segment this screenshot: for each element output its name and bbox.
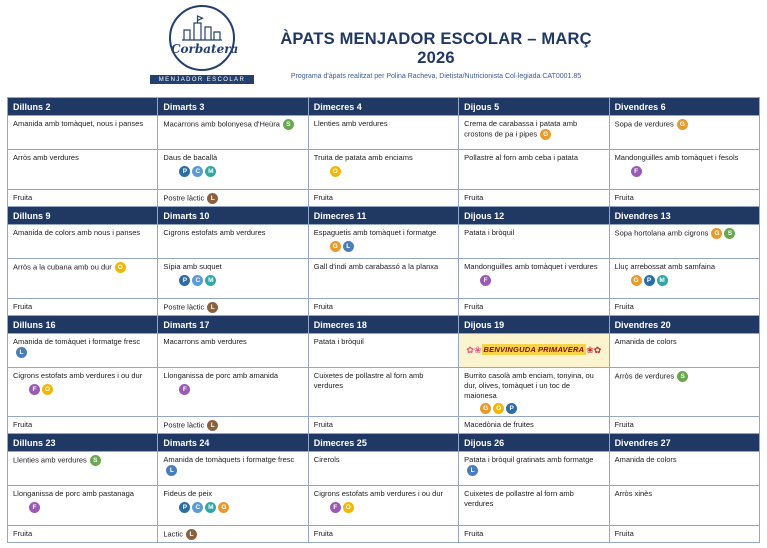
dish-text: Amanida amb tomàquet, nous i panses <box>13 119 144 128</box>
allergen-icons <box>631 275 754 286</box>
dish-text: Cuixetes de pollastre al forn amb verdures <box>464 489 574 508</box>
dish-text: Burrito casolà amb enciam, tonyina, ou dur, olives, tomàquet i un toc de maionesa <box>464 371 594 400</box>
allergen-icons <box>677 119 690 128</box>
dish-text: Patata i bròquil gratinats amb formatge <box>464 455 594 465</box>
molluscs-allergen-icon: M <box>205 275 216 286</box>
menu-cell <box>8 299 158 316</box>
menu-row <box>8 368 760 417</box>
allergen-icons <box>186 530 199 539</box>
menu-cell <box>308 526 458 543</box>
dish-text: Fruita <box>614 302 634 311</box>
menu-cell <box>158 150 308 190</box>
dish-text: Fruita <box>464 529 484 539</box>
dish-text: Llonganissa de porc amb pastanaga <box>13 489 134 499</box>
menu-cell <box>8 526 158 543</box>
dish-text: Crema de carabassa i patata amb crostons de pa i pipes <box>464 119 578 139</box>
allergen-icons <box>207 193 220 202</box>
dish-text: Fruita <box>313 193 333 202</box>
page-title: ÀPATS MENJADOR ESCOLAR – MARÇ 2026 <box>280 30 592 67</box>
llet-allergen-icon: L <box>16 347 27 358</box>
page-subtitle: Programa d'àpats realitzat per Polina Racheva, Dietista/Nutricionista Col·legiada CAT0001.85 <box>290 73 582 80</box>
gluten-allergen-icon: G <box>711 228 722 239</box>
menu-cell <box>459 452 609 486</box>
dish-text: Macarrons amb bolonyesa d'Heüra <box>163 119 280 129</box>
day-header: Dimarts 24 <box>158 434 308 452</box>
menu-cell <box>158 452 308 486</box>
menu-cell <box>308 190 458 207</box>
menu-cell <box>308 452 458 486</box>
dish-text: Pollastre al forn amb ceba i patata <box>464 153 578 162</box>
dish-text: Lluç arrebossat amb samfaina <box>614 262 716 271</box>
allergen-icons <box>179 502 302 513</box>
menu-cell <box>609 225 759 259</box>
logo-circle <box>169 5 239 71</box>
dish-text: Fruita <box>313 529 333 539</box>
dish-text: Cigrons estofats amb verdures i ou dur <box>313 489 444 499</box>
dish-text: Fideus de peix <box>163 489 213 499</box>
menu-cell <box>158 417 308 434</box>
flower-icon: ❀✿ <box>586 344 602 355</box>
fruitssecs-allergen-icon: F <box>330 502 341 513</box>
dish-text: Amanida de tomàquet i formatge fresc <box>13 337 141 346</box>
allergen-icons <box>207 302 220 311</box>
menu-cell <box>609 452 759 486</box>
allergen-icons <box>166 465 179 474</box>
day-header: Dilluns 2 <box>8 98 158 116</box>
dish-text: Fruita <box>464 302 484 311</box>
logo-village-icon <box>181 14 223 42</box>
gluten-allergen-icon: G <box>218 502 229 513</box>
fruitssecs-allergen-icon: F <box>29 384 40 395</box>
day-header: Dimecres 4 <box>308 98 458 116</box>
gluten-allergen-icon: G <box>540 129 551 140</box>
lactics-allergen-icon: L <box>207 420 218 431</box>
menu-cell <box>8 150 158 190</box>
allergen-icons <box>677 371 690 380</box>
peix-allergen-icon: P <box>179 502 190 513</box>
menu-cell <box>308 486 458 526</box>
spring-banner-text: BENVINGUDA PRIMAVERA <box>483 345 585 355</box>
menu-cell <box>459 299 609 316</box>
allergen-icons <box>283 119 296 128</box>
menu-cell <box>8 190 158 207</box>
dish-text: Mandonguilles amb tomàquet i verdures <box>464 262 598 271</box>
menu-cell <box>158 486 308 526</box>
menu-cell <box>609 526 759 543</box>
day-header: Dimarts 10 <box>158 207 308 225</box>
menu-cell <box>158 299 308 316</box>
lactics-allergen-icon: L <box>207 193 218 204</box>
menu-cell <box>308 225 458 259</box>
menu-cell <box>158 334 308 368</box>
fruitssecs-allergen-icon: F <box>480 275 491 286</box>
dish-text: Llenties amb verdures <box>13 455 87 465</box>
dish-text: Fruita <box>614 193 634 202</box>
menu-row <box>8 526 760 543</box>
allergen-icons <box>631 166 754 177</box>
dish-text: Arròs amb verdures <box>13 153 79 162</box>
menu-cell <box>459 368 609 417</box>
dish-text: Fruita <box>614 529 634 539</box>
menu-row <box>8 259 760 299</box>
menu-cell <box>8 259 158 299</box>
menu-cell <box>609 116 759 150</box>
dish-text: Postre làctic <box>163 420 205 430</box>
menu-cell <box>158 368 308 417</box>
dish-text: Cigrons estofats amb verdures i ou dur <box>13 371 143 380</box>
allergen-icons <box>16 347 29 356</box>
dish-text: Amanida de colors <box>614 337 677 346</box>
day-header: Dimecres 25 <box>308 434 458 452</box>
week-day-row <box>8 316 760 334</box>
menu-cell <box>308 334 458 368</box>
dish-text: Llenties amb verdures <box>313 119 388 128</box>
menu-cell <box>609 299 759 316</box>
menu-cell <box>308 150 458 190</box>
menu-cell <box>609 190 759 207</box>
allergen-icons <box>90 456 103 465</box>
molluscs-allergen-icon: M <box>657 275 668 286</box>
menu-cell <box>8 486 158 526</box>
dish-text: Fruita <box>13 302 33 311</box>
dish-text: Gall d'indi amb carabassó a la planxa <box>313 262 439 271</box>
menu-row <box>8 190 760 207</box>
peix-allergen-icon: P <box>506 403 517 414</box>
day-header: Dimarts 17 <box>158 316 308 334</box>
menu-cell <box>8 452 158 486</box>
allergen-icons <box>480 403 603 414</box>
menu-cell <box>8 334 158 368</box>
dish-text: Mandonguilles amb tomàquet i fesols <box>614 153 739 162</box>
dish-text: Lactic <box>163 529 183 539</box>
lactics-allergen-icon: L <box>186 529 197 540</box>
dish-text: Fruita <box>464 193 484 202</box>
menu-cell <box>308 417 458 434</box>
ou-allergen-icon: O <box>115 262 126 273</box>
menu-row <box>8 334 760 368</box>
menu-row <box>8 150 760 190</box>
allergen-icons <box>207 421 220 430</box>
llet-allergen-icon: L <box>166 465 177 476</box>
dish-text: Sopa de verdures <box>614 119 674 129</box>
menu-row <box>8 452 760 486</box>
menu-cell <box>8 368 158 417</box>
menu-cell <box>609 150 759 190</box>
day-header: Dijous 19 <box>459 316 609 334</box>
dish-text: Cuixetes de pollastre al forn amb verdures <box>313 371 424 390</box>
dish-text: Cigrons estofats amb verdures <box>163 228 266 237</box>
dish-text: Postre làctic <box>163 302 205 312</box>
day-header: Dimecres 18 <box>308 316 458 334</box>
menu-cell <box>459 417 609 434</box>
menu-cell <box>459 116 609 150</box>
allergen-icons <box>540 129 553 138</box>
llet-allergen-icon: L <box>467 465 478 476</box>
allergen-icons <box>29 384 152 395</box>
dish-text: Patata i bròquil <box>313 337 364 346</box>
day-header: Dijous 12 <box>459 207 609 225</box>
soja-allergen-icon: S <box>677 371 688 382</box>
fruitssecs-allergen-icon: F <box>179 384 190 395</box>
day-header: Dilluns 23 <box>8 434 158 452</box>
dish-text: Arròs de verdures <box>614 371 675 381</box>
menu-cell <box>609 486 759 526</box>
gluten-allergen-icon: G <box>677 119 688 130</box>
dish-text: Arròs xinès <box>614 489 653 499</box>
menu-cell <box>158 526 308 543</box>
day-header: Dijous 26 <box>459 434 609 452</box>
dish-text: Fruita <box>313 302 333 311</box>
day-header: Divendres 13 <box>609 207 759 225</box>
dish-text: Amanida de tomàquets i formatge fresc <box>163 455 295 465</box>
dish-text: Amanida de colors amb nous i panses <box>13 228 141 237</box>
menu-table-container <box>7 97 760 543</box>
dish-text: Daus de bacallà <box>163 153 218 162</box>
ou-allergen-icon: O <box>330 166 341 177</box>
allergen-icons <box>179 166 302 177</box>
peix-allergen-icon: P <box>179 275 190 286</box>
day-header: Dilluns 16 <box>8 316 158 334</box>
week-day-row <box>8 207 760 225</box>
menu-cell <box>459 259 609 299</box>
dish-text: Fruita <box>313 420 333 430</box>
menu-row <box>8 299 760 316</box>
day-header: Divendres 20 <box>609 316 759 334</box>
week-day-row <box>8 434 760 452</box>
menu-cell <box>459 190 609 207</box>
dish-text: Cirerols <box>313 455 340 465</box>
ou-allergen-icon: O <box>343 502 354 513</box>
day-header: Dimarts 3 <box>158 98 308 116</box>
allergen-icons <box>29 502 152 513</box>
menu-cell <box>609 334 759 368</box>
allergen-icons <box>179 275 302 286</box>
lactics-allergen-icon: L <box>207 302 218 313</box>
menu-cell <box>308 299 458 316</box>
day-header: Dimecres 11 <box>308 207 458 225</box>
allergen-icons <box>115 262 128 271</box>
crustacis-allergen-icon: C <box>192 166 203 177</box>
dish-text: Sopa hortolana amb cigrons <box>614 228 709 238</box>
menu-cell <box>308 368 458 417</box>
soja-allergen-icon: S <box>283 119 294 130</box>
dish-text: Macedònia de fruites <box>464 420 534 430</box>
menu-row <box>8 417 760 434</box>
menu-cell <box>609 368 759 417</box>
llet-allergen-icon: L <box>343 241 354 252</box>
crustacis-allergen-icon: C <box>192 275 203 286</box>
menu-cell <box>609 259 759 299</box>
day-header: Divendres 27 <box>609 434 759 452</box>
fruitssecs-allergen-icon: F <box>631 166 642 177</box>
peix-allergen-icon: P <box>644 275 655 286</box>
day-header: Divendres 6 <box>609 98 759 116</box>
allergen-icons <box>179 384 302 395</box>
menu-cell <box>158 116 308 150</box>
logo-name: Corbatera <box>171 42 239 56</box>
menu-table <box>7 97 760 543</box>
menu-cell <box>459 526 609 543</box>
allergen-icons <box>711 228 737 237</box>
menu-row <box>8 225 760 259</box>
dish-text: Truita de patata amb enciams <box>313 153 413 162</box>
allergen-icons <box>330 241 453 252</box>
gluten-allergen-icon: G <box>330 241 341 252</box>
menu-cell <box>8 417 158 434</box>
dish-text: Fruita <box>13 420 33 430</box>
dish-text: Macarrons amb verdures <box>163 337 247 346</box>
menu-row <box>8 116 760 150</box>
menu-row <box>8 486 760 526</box>
soja-allergen-icon: S <box>90 455 101 466</box>
spring-banner-cell <box>459 334 609 368</box>
dish-text: Espaguetis amb tomàquet i formatge <box>313 228 437 237</box>
allergen-icons <box>330 502 453 513</box>
week-day-row <box>8 98 760 116</box>
dish-text: Postre làctic <box>163 193 205 203</box>
molluscs-allergen-icon: M <box>205 166 216 177</box>
crustacis-allergen-icon: C <box>192 502 203 513</box>
menu-cell <box>459 486 609 526</box>
dish-text: Patata i bròquil <box>464 228 515 237</box>
menu-cell <box>158 190 308 207</box>
menu-cell <box>609 417 759 434</box>
dish-text: Llonganissa de porc amb amanida <box>163 371 279 380</box>
title-block <box>268 30 604 80</box>
allergen-icons <box>330 166 453 177</box>
logo-banner: MENJADOR ESCOLAR <box>150 75 254 84</box>
allergen-icons <box>480 275 603 286</box>
menu-cell <box>158 259 308 299</box>
school-logo <box>146 5 258 84</box>
soja-allergen-icon: S <box>724 228 735 239</box>
dish-text: Arròs a la cubana amb ou dur <box>13 262 112 272</box>
menu-cell <box>8 225 158 259</box>
dish-text: Fruita <box>614 420 634 430</box>
menu-cell <box>158 225 308 259</box>
menu-cell <box>308 259 458 299</box>
ou-allergen-icon: O <box>42 384 53 395</box>
peix-allergen-icon: P <box>179 166 190 177</box>
gluten-allergen-icon: G <box>480 403 491 414</box>
dish-text: Fruita <box>13 193 33 202</box>
dish-text: Amanida de colors <box>614 455 677 465</box>
menu-cell <box>308 116 458 150</box>
fruitssecs-allergen-icon: F <box>29 502 40 513</box>
ou-allergen-icon: O <box>493 403 504 414</box>
molluscs-allergen-icon: M <box>205 502 216 513</box>
dish-text: Fruita <box>13 529 33 539</box>
menu-cell <box>8 116 158 150</box>
gluten-allergen-icon: G <box>631 275 642 286</box>
menu-cell <box>459 225 609 259</box>
allergen-icons <box>467 465 480 474</box>
day-header: Dijous 5 <box>459 98 609 116</box>
dish-text: Sípia amb suquet <box>163 262 222 271</box>
flower-icon: ✿❀ <box>466 344 482 355</box>
day-header: Dilluns 9 <box>8 207 158 225</box>
menu-cell <box>459 150 609 190</box>
